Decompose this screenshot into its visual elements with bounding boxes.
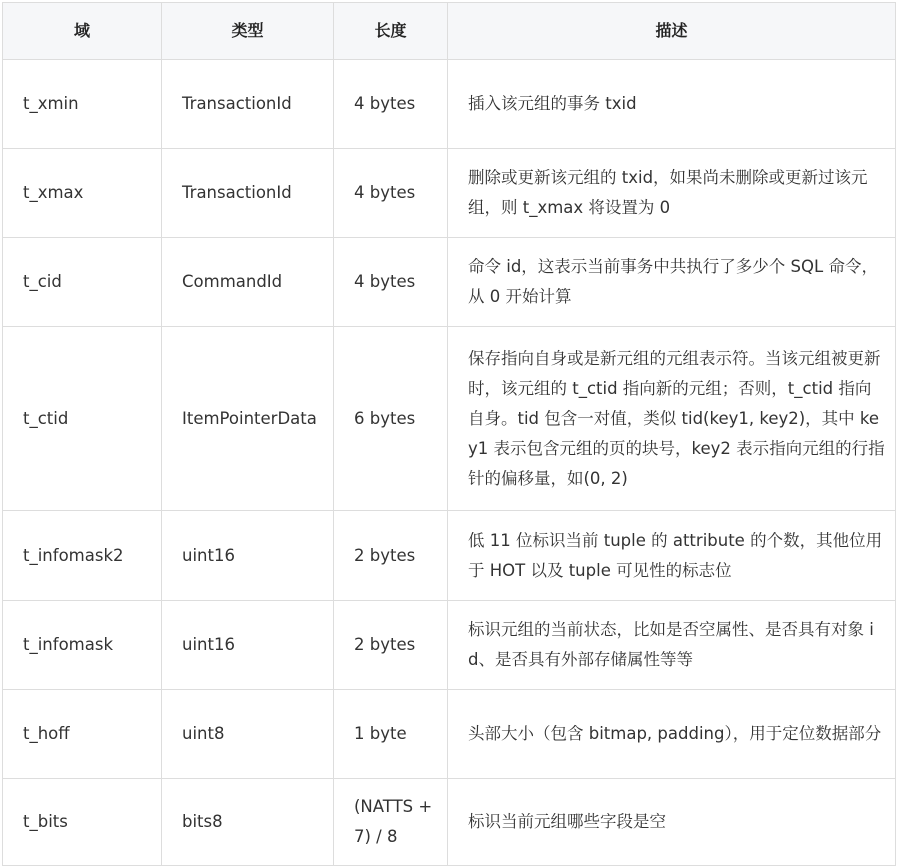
cell-description: 删除或更新该元组的 txid，如果尚未删除或更新过该元组，则 t_xmax 将设置为 0 bbox=[448, 149, 896, 238]
cell-length: 1 byte bbox=[334, 690, 448, 779]
cell-description: 标识元组的当前状态，比如是否空属性、是否具有对象 id、是否具有外部存储属性等等 bbox=[448, 601, 896, 690]
cell-type: bits8 bbox=[162, 779, 334, 866]
cell-description: 插入该元组的事务 txid bbox=[448, 60, 896, 149]
cell-type: uint16 bbox=[162, 511, 334, 601]
table-row bbox=[3, 327, 896, 511]
cell-description: 头部大小（包含 bitmap, padding），用于定位数据部分 bbox=[448, 690, 896, 779]
cell-length: 4 bytes bbox=[334, 149, 448, 238]
cell-description: 保存指向自身或是新元组的元组表示符。当该元组被更新时，该元组的 t_ctid 指向新的元组；否则，t_ctid 指向自身。tid 包含一对值，类似 tid(key1, key2)，其中 key1 表示包含元组的页的块号，key2 表示指向元组的行指针的偏移量，如(0, 2) bbox=[448, 327, 896, 511]
cell-field: t_hoff bbox=[3, 690, 162, 779]
cell-type: uint8 bbox=[162, 690, 334, 779]
table-row bbox=[3, 779, 896, 866]
cell-field: t_xmin bbox=[3, 60, 162, 149]
cell-field: t_bits bbox=[3, 779, 162, 866]
cell-field: t_cid bbox=[3, 238, 162, 327]
header-field: 域 bbox=[3, 3, 162, 60]
cell-length: 4 bytes bbox=[334, 60, 448, 149]
table-header bbox=[3, 3, 896, 60]
cell-type: TransactionId bbox=[162, 149, 334, 238]
cell-length: 6 bytes bbox=[334, 327, 448, 511]
cell-length: (NATTS + 7) / 8 bbox=[334, 779, 448, 866]
cell-type: TransactionId bbox=[162, 60, 334, 149]
cell-type: uint16 bbox=[162, 601, 334, 690]
cell-length: 4 bytes bbox=[334, 238, 448, 327]
table-row bbox=[3, 149, 896, 238]
table-row bbox=[3, 690, 896, 779]
table-row bbox=[3, 601, 896, 690]
header-length: 长度 bbox=[334, 3, 448, 60]
header-description: 描述 bbox=[448, 3, 896, 60]
cell-length: 2 bytes bbox=[334, 601, 448, 690]
table-row bbox=[3, 238, 896, 327]
cell-description: 标识当前元组哪些字段是空 bbox=[448, 779, 896, 866]
cell-length: 2 bytes bbox=[334, 511, 448, 601]
cell-description: 低 11 位标识当前 tuple 的 attribute 的个数，其他位用于 HOT 以及 tuple 可见性的标志位 bbox=[448, 511, 896, 601]
header-type: 类型 bbox=[162, 3, 334, 60]
header-row bbox=[3, 3, 896, 60]
cell-field: t_infomask bbox=[3, 601, 162, 690]
table-body bbox=[3, 60, 896, 866]
cell-description: 命令 id，这表示当前事务中共执行了多少个 SQL 命令，从 0 开始计算 bbox=[448, 238, 896, 327]
cell-field: t_xmax bbox=[3, 149, 162, 238]
table-row bbox=[3, 511, 896, 601]
tuple-header-fields-table bbox=[2, 2, 896, 866]
cell-type: ItemPointerData bbox=[162, 327, 334, 511]
cell-type: CommandId bbox=[162, 238, 334, 327]
cell-field: t_infomask2 bbox=[3, 511, 162, 601]
table-row bbox=[3, 60, 896, 149]
cell-field: t_ctid bbox=[3, 327, 162, 511]
